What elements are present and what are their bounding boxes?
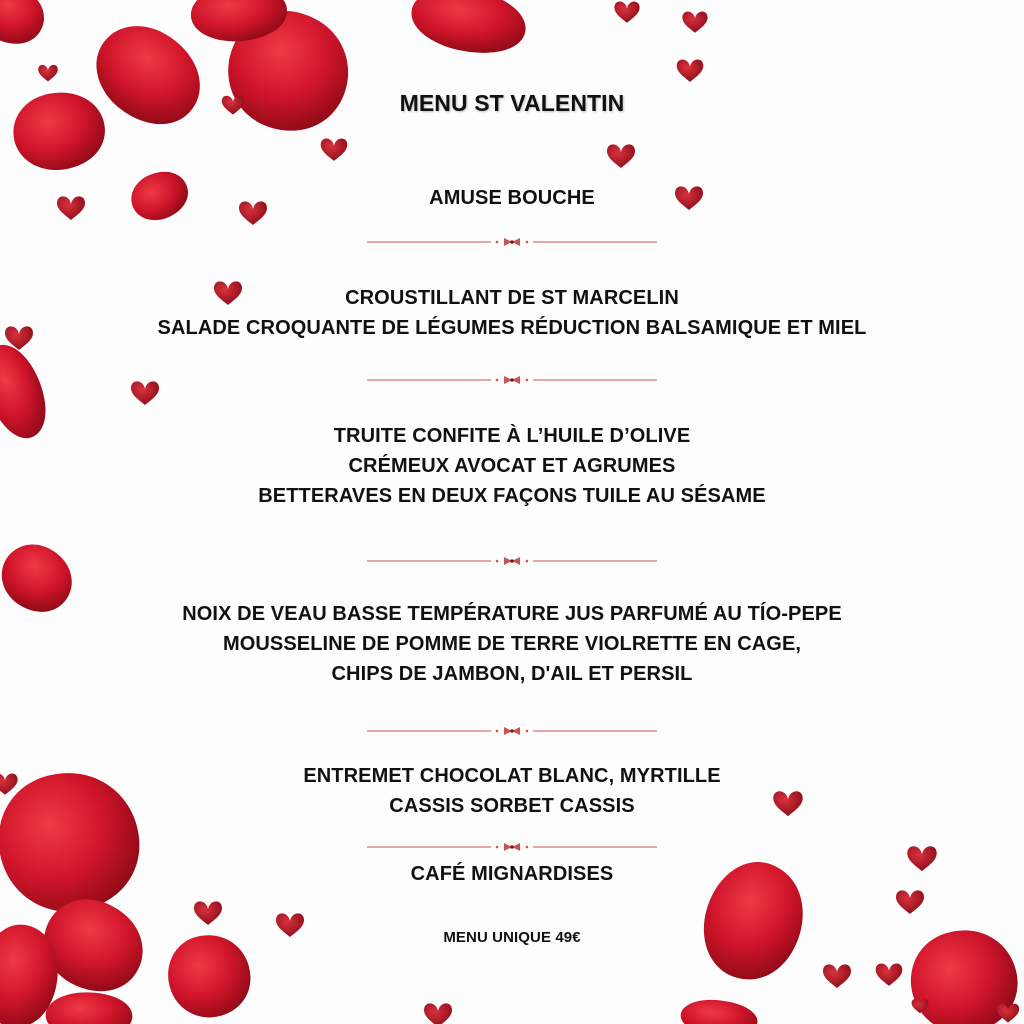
course-line: CRÉMEUX AVOCAT ET AGRUMES	[348, 455, 676, 477]
menu-title: MENU ST VALENTIN	[399, 90, 625, 116]
course-line: CHIPS DE JAMBON, D'AIL ET PERSIL	[331, 663, 693, 685]
ornament-divider	[0, 842, 1024, 852]
course-line: AMUSE BOUCHE	[429, 187, 595, 209]
ornament-divider	[0, 237, 1024, 247]
course-line: CASSIS SORBET CASSIS	[389, 795, 635, 817]
menu-price: MENU UNIQUE 49€	[443, 929, 581, 946]
course-line: BETTERAVES EN DEUX FAÇONS TUILE AU SÉSAME	[258, 485, 766, 507]
course-line: NOIX DE VEAU BASSE TEMPÉRATURE JUS PARFUMÉ AU TÍO-PEPE	[182, 603, 842, 625]
course-line: MOUSSELINE DE POMME DE TERRE VIOLRETTE EN CAGE,	[222, 633, 802, 655]
course-line: CAFÉ MIGNARDISES	[410, 863, 614, 885]
ornament-divider	[0, 556, 1024, 566]
course-line: SALADE CROQUANTE DE LÉGUMES RÉDUCTION BALSAMIQUE ET MIEL	[157, 317, 867, 339]
course-line: CROUSTILLANT DE ST MARCELIN	[345, 287, 679, 309]
ornament-divider	[0, 375, 1024, 385]
ornament-divider	[0, 726, 1024, 736]
course-line: ENTREMET CHOCOLAT BLANC, MYRTILLE	[303, 765, 721, 787]
course-line: TRUITE CONFITE À L’HUILE D’OLIVE	[333, 425, 691, 447]
